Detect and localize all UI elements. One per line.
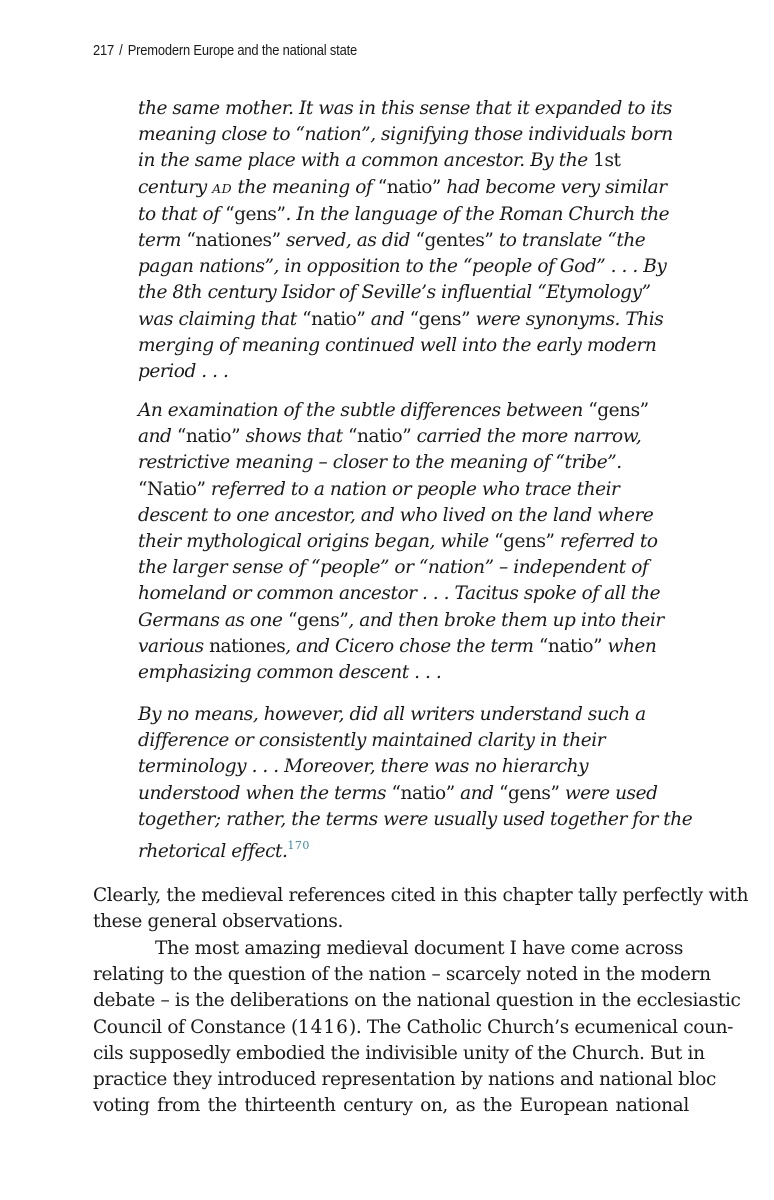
quote-line: various nationes, and Cicero chose the term “natio” when	[138, 635, 657, 657]
body-line-justified: voting from the thirteenth century on, as the European national	[93, 1095, 689, 1117]
quote-line: meaning close to “nation”, signifying those individuals born	[138, 124, 673, 146]
running-title: Premodern Europe and the national state	[127, 42, 357, 59]
quote-line: period . . .	[138, 361, 229, 383]
quote-line: An examination of the subtle differences between “gens”	[138, 400, 649, 421]
body-line: practice they introduced representation by nations and national bloc	[93, 1069, 717, 1091]
quote-line: and “natio” shows that “natio” carried the more narrow,	[138, 426, 642, 448]
body-line: debate – is the deliberations on the national question in the ecclesiastic	[93, 990, 741, 1012]
quote-line: descent to one ancestor, and who lived on the land where	[138, 504, 654, 526]
block-quote-3	[138, 702, 693, 865]
body-line: Council of Constance (1416). The Catholic Church’s ecumenical coun-	[93, 1016, 734, 1038]
quote-line: term “nationes” served, as did “gentes” to translate “the	[138, 230, 646, 252]
quote-line: pagan nations”, in opposition to the “people of God” . . . By	[138, 256, 667, 278]
quote-line: together; rather, the terms were usually used together for the	[138, 808, 693, 830]
quote-line: “Natio” referred to a nation or people who trace their	[138, 478, 620, 500]
running-head	[93, 42, 357, 59]
body-line: these general observations.	[93, 911, 344, 933]
body-paragraph-2	[93, 936, 741, 1119]
quote-line: understood when the terms “natio” and “gens” were used	[138, 782, 658, 804]
footnote-reference[interactable]: 170	[287, 839, 310, 853]
quote-line: in the same place with a common ancestor. By the 1st	[138, 150, 621, 172]
quote-line: century AD the meaning of “natio” had become very similar	[138, 176, 667, 198]
quote-line: merging of meaning continued well into the early modern	[138, 334, 657, 356]
body-line: relating to the question of the nation – scarcely noted in the modern	[93, 964, 711, 986]
body-line: The most amazing medieval document I have come across	[155, 938, 684, 959]
block-quote-1	[138, 96, 673, 385]
quote-line: Germans as one “gens”, and then broke them up into their	[138, 609, 664, 631]
quote-line: homeland or common ancestor . . . Tacitus spoke of all the	[138, 583, 661, 605]
body-paragraph-1	[93, 883, 749, 935]
quote-line: to that of “gens”. In the language of the Roman Church the	[138, 203, 670, 225]
quote-line: By no means, however, did all writers understand such a	[138, 704, 646, 725]
quote-line: the 8th century Isidor of Seville’s influential “Etymology”	[138, 282, 651, 304]
quote-line: rhetorical effect.$^{170}$	[138, 839, 310, 863]
quote-line: difference or consistently maintained clarity in their	[138, 730, 606, 752]
block-quote-2	[138, 398, 664, 686]
quote-line: restrictive meaning – closer to the meaning of “tribe”.	[138, 452, 622, 474]
body-line: Clearly, the medieval references cited in this chapter tally perfectly with	[93, 885, 749, 906]
quote-line: terminology . . . Moreover, there was no hierarchy	[138, 756, 589, 778]
quote-line: emphasizing common descent . . .	[138, 662, 442, 684]
quote-line: the same mother. It was in this sense that it expanded to its	[138, 98, 672, 119]
quote-line: the larger sense of “people” or “nation” – independent of	[138, 557, 649, 579]
page-number: 217	[93, 42, 115, 59]
header-separator: /	[119, 42, 123, 59]
body-line: cils supposedly embodied the indivisible unity of the Church. But in	[93, 1042, 705, 1064]
quote-line: their mythological origins began, while “gens” referred to	[138, 531, 658, 553]
quote-line: was claiming that “natio” and “gens” were synonyms. This	[138, 308, 664, 330]
